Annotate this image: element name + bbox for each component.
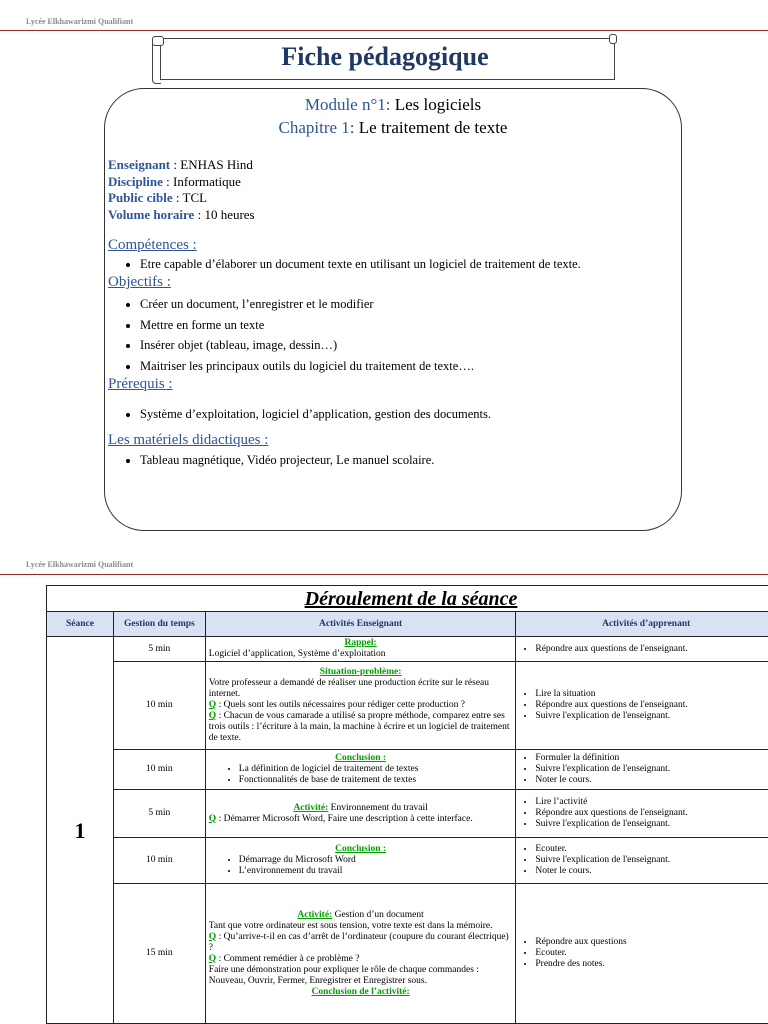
chapter-value: Le traitement de texte [358,118,508,137]
list-item: • Maitriser les principaux outils du logiciel du traitement de texte…. [140,356,474,377]
list-item: • Créer un document, l’enregistrer et le modifier [140,294,474,315]
module-value: Les logiciels [394,95,482,114]
learner-activity: • Ecouter. • Suivre l'explication de l'enseignant. • Noter le cours. [516,838,768,884]
info-hours: Volume horaire : 10 heures [108,206,255,222]
info-list [108,157,255,223]
table-row [47,750,768,790]
learner-activity: • Répondre aux questions • Ecouter. • Prendre des notes. [516,884,768,1024]
competences-list [122,257,581,272]
learner-activity: • Lire l’activité • Répondre aux questions de l'enseignant. • Suivre l'explication de l'enseignant. [516,790,768,838]
time-cell: 15 min [113,884,205,1024]
list-item: • Insérer objet (tableau, image, dessin…) [140,335,474,356]
materiels-heading: Les matériels didactiques : [108,432,269,448]
learner-activity: • Répondre aux questions de l'enseignant. [516,637,768,662]
header-rule-page2 [0,574,768,575]
teacher-activity: Conclusion : • Démarrage du Microsoft Word • L’environnement du travail [205,838,516,884]
header-teacher: Activités Enseignant [205,612,516,637]
materiels-list [122,453,434,468]
teacher-activity: Activité: Environnement du travail Q : Démarrer Microsoft Word, Faire une description à cette interface. [205,790,516,838]
module-line [104,95,682,115]
chapter-line [104,118,682,138]
table-row [47,662,768,750]
objectifs-list [122,294,474,376]
list-item: • Etre capable d’élaborer un document texte en utilisant un logiciel de traitement de texte. [140,257,581,272]
header-seance: Séance [47,612,114,637]
table-row [47,838,768,884]
list-item: • Mettre en forme un texte [140,315,474,336]
header-time: Gestion du temps [113,612,205,637]
info-discipline: Discipline : Informatique [108,173,241,189]
teacher-activity: Conclusion : • La définition de logiciel de traitement de textes • Fonctionnalités de base de traitement de textes [205,750,516,790]
time-cell: 5 min [113,637,205,662]
competences-heading: Compétences : [108,237,197,253]
chapter-label: Chapitre 1: [278,118,355,137]
learner-activity: • Lire la situation • Répondre aux questions de l'enseignant. • Suivre l'explication de l'enseignant. [516,662,768,750]
table-header-row [47,612,768,637]
list-item: • Système d’exploitation, logiciel d’application, gestion des documents. [140,407,491,422]
table-row [47,790,768,838]
module-label: Module n°1: [304,95,391,114]
prerequis-list [122,407,491,422]
time-cell: 5 min [113,790,205,838]
info-teacher: Enseignant : ENHAS Hind [108,157,253,172]
teacher-activity: Activité: Gestion d’un document Tant que votre ordinateur est sous tension, votre texte est dans la mémoire. Q : Qu’arrive-t-il en cas d’arrêt de l’ordinateur (coupure du courant électrique) ? Q : Comment remédier à ce problème ? Faire une démonstration pour expliquer le rôle de chaque commandes : Nouveau, Ouvrir, Fermer, Enregistrer et Enregistrer sous. Conclusion de l’activité: [205,884,516,1024]
table-row [47,637,768,662]
list-item: • Tableau magnétique, Vidéo projecteur, Le manuel scolaire. [140,453,434,468]
seance-number: 1 [47,637,114,1024]
objectifs-heading: Objectifs : [108,274,171,290]
time-cell: 10 min [113,750,205,790]
header-rule [0,30,768,31]
school-header-page2: Lycée Elkhawarizmi Qualifiant [26,560,134,569]
teacher-activity: Situation-problème: Votre professeur a demandé de réaliser une production écrite sur le réseau internet. Q : Quels sont les outils nécessaires pour rédiger cette production ? Q : Chacun de vous camarade a utilisé sa propre méthode, comparez entre ses trois outils : l’écriture à la main, la machine à écrire et un logiciel de traitement de texte. [205,662,516,750]
learner-activity: • Formuler la définition • Suivre l'explication de l'enseignant. • Noter le cours. [516,750,768,790]
school-header: Lycée Elkhawarizmi Qualifiant [26,17,134,26]
page-title: Fiche pédagogique [281,42,489,71]
teacher-activity: Rappel: Logiciel d’application, Système d’exploitation [205,637,516,662]
table-title: Déroulement de la séance [46,585,768,612]
header-learner: Activités d’apprenant [516,612,768,637]
time-cell: 10 min [113,662,205,750]
prerequis-heading: Prérequis : [108,376,173,392]
lesson-plan-table [46,611,768,1024]
time-cell: 10 min [113,838,205,884]
info-audience: Public cible : TCL [108,190,208,205]
table-row [47,884,768,1024]
